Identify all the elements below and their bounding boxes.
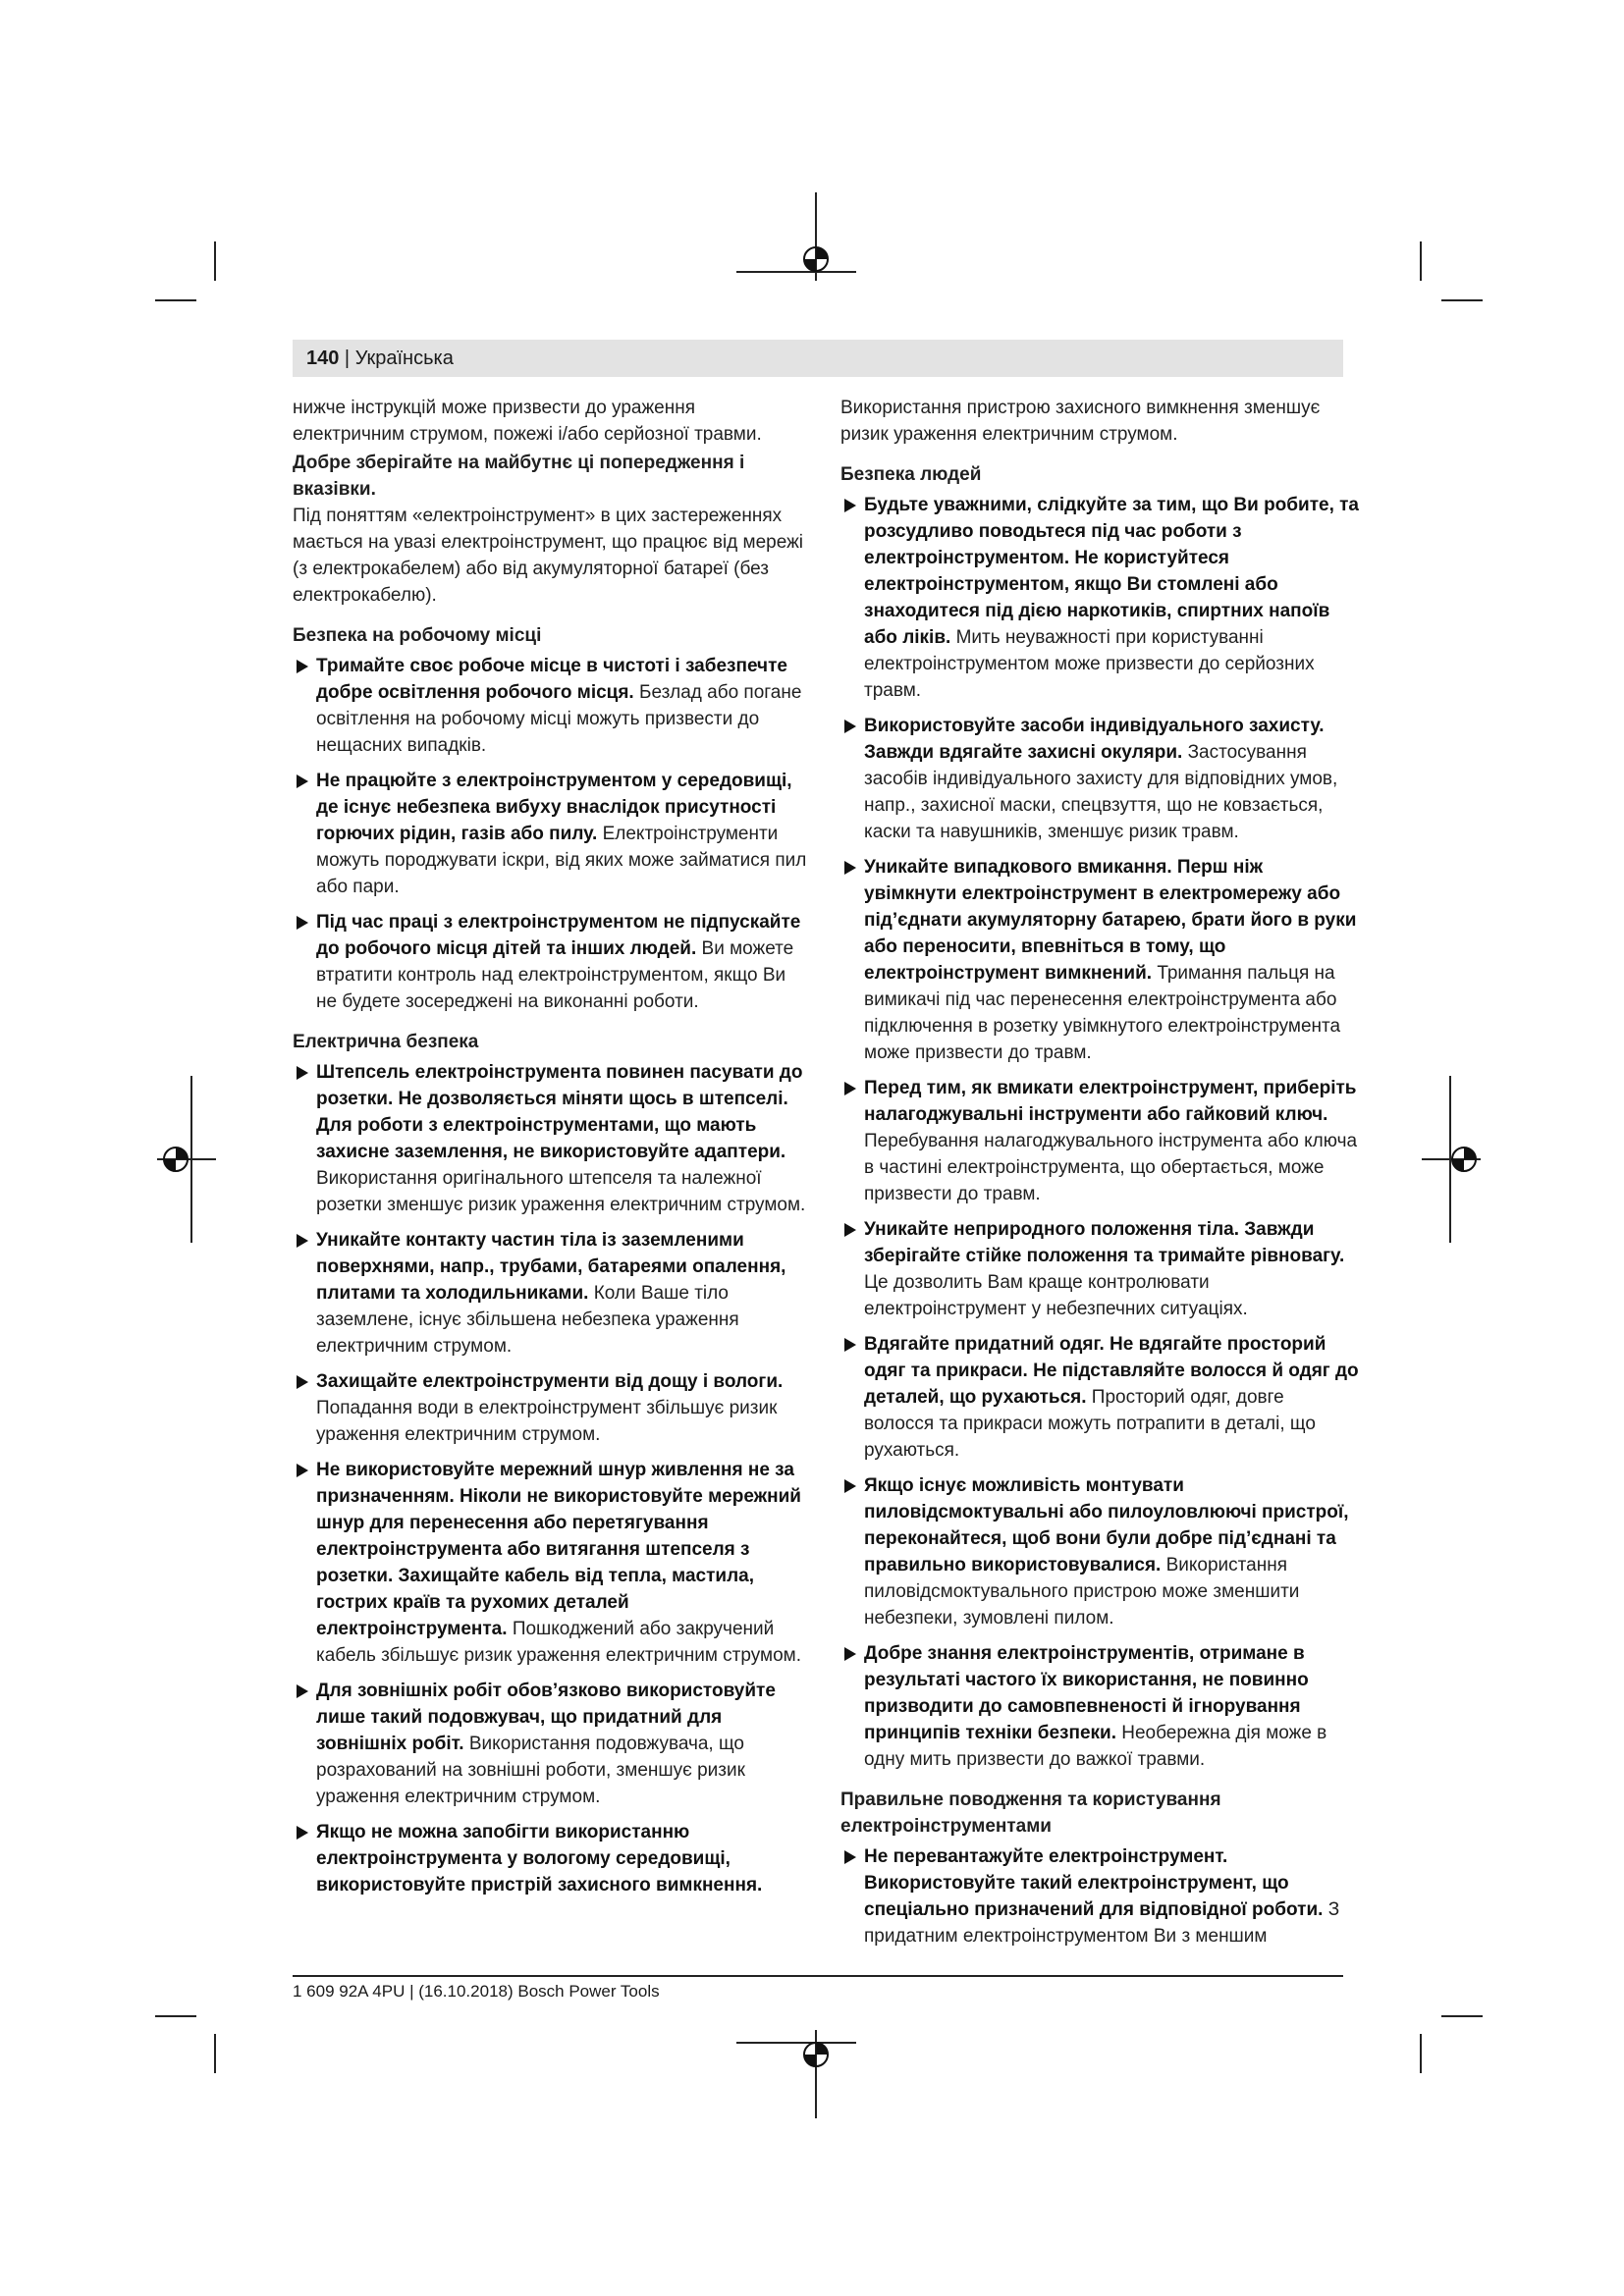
- triangle-bullet-icon: [297, 1234, 308, 1248]
- page-footer: 1 609 92A 4PU | (16.10.2018) Bosch Power Tools: [293, 1982, 660, 2001]
- triangle-bullet-icon: [297, 916, 308, 930]
- list-item: Для зовнішніх робіт обов’язково використовуйте лише такий подовжувач, що придатний для зовнішніх робіт. Використання подовжувача, що розрахований на зовнішні роботи, зменшує ризик ураження електричним струмом.: [293, 1678, 811, 1810]
- list-item: Будьте уважними, слідкуйте за тим, що Ви робите, та розсудливо поводьтеся під час роботи з електроінструментом. Не користуйтеся електроінструментом, якщо Ви стомлені або знаходитеся під дією наркотиків, спиртних напоїв або ліків. Мить неуважності при користуванні електроінструментом може призвести до серйозних травм.: [840, 492, 1359, 704]
- registration-target-icon-left: [161, 1145, 190, 1174]
- registration-target-icon-bottom: [801, 2040, 831, 2069]
- list-item: Штепсель електроінструмента повинен пасувати до розетки. Не дозволяється міняти щось в штепселі. Для роботи з електроінструментами, що мають захисне заземлення, не використовуйте адаптери. Використання оригінального штепселя та належної розетки зменшує ризик ураження електричним струмом.: [293, 1059, 811, 1218]
- registration-line-top-h: [736, 271, 856, 273]
- footer-rule: [293, 1975, 1343, 1977]
- triangle-bullet-icon: [844, 1223, 856, 1237]
- list-item: Використовуйте засоби індивідуального захисту. Завжди вдягайте захисні окуляри. Застосування засобів індивідуального захисту для відповідних умов, напр., захисної маски, спецвзуття, що не ковзається, каски та навушників, зменшує ризик травм.: [840, 713, 1359, 845]
- section-heading-workplace: Безпека на робочому місці: [293, 625, 542, 646]
- triangle-bullet-icon: [297, 1375, 308, 1389]
- list-item: Захищайте електроінструменти від дощу і вологи. Попадання води в електроінструмент збільшує ризик ураження електричним струмом.: [293, 1368, 811, 1448]
- triangle-bullet-icon: [844, 861, 856, 875]
- list-item: Вдягайте придатний одяг. Не вдягайте просторий одяг та прикраси. Не підставляйте волосся й одяг до деталей, що рухаються. Просторий одяг, довге волосся та прикраси можуть потрапити в деталі, що рухаються.: [840, 1331, 1359, 1464]
- crop-mark-br-v: [1420, 2034, 1422, 2073]
- right-column: [840, 395, 1359, 1958]
- triangle-bullet-icon: [297, 1066, 308, 1080]
- crop-mark-bl-v: [214, 2034, 216, 2073]
- triangle-bullet-icon: [844, 1647, 856, 1661]
- section-heading-tool-use: Правильне поводження та користування електроінструментами: [840, 1789, 1221, 1837]
- list-item: Уникайте контакту частин тіла із заземленими поверхнями, напр., трубами, батареями опалення, плитами та холодильниками. Коли Ваше тіло заземлене, існує збільшена небезпека ураження електричним струмом.: [293, 1227, 811, 1360]
- page-header: [306, 346, 454, 371]
- triangle-bullet-icon: [844, 1082, 856, 1095]
- section-heading-personal: Безпека людей: [840, 464, 982, 485]
- list-item: Не перевантажуйте електроінструмент. Використовуйте такий електроінструмент, що спеціально призначений для відповідної роботи. З придатним електроінструментом Ви з меншим: [840, 1843, 1359, 1949]
- list-item: Під час праці з електроінструментом не підпускайте до робочого місця дітей та інших людей. Ви можете втратити контроль над електроінструментом, якщо Ви не будете зосереджені на виконанні роботи.: [293, 909, 811, 1015]
- list-item: Уникайте випадкового вмикання. Перш ніж увімкнути електроінструмент в електромережу або під’єднати акумуляторну батарею, брати його в руки або переносити, впевніться в тому, що електроінструмент вимкнений. Тримання пальця на вимикачі під час перенесення електроінструмента або підключення в розетку увімкнутого електроінструмента може призвести до травм.: [840, 854, 1359, 1066]
- continuation-text: Використання пристрою захисного вимкнення зменшує ризик ураження електричним струмом.: [840, 398, 1321, 445]
- list-item: Якщо існує можливість монтувати пиловідсмоктувальні або пилоуловлюючі пристрої, переконайтеся, щоб вони були добре під’єднані та правильно використовувалися. Використання пиловідсмоктувального пристрою може зменшити небезпеки, зумовлені пилом.: [840, 1472, 1359, 1631]
- registration-line-bottom-h: [736, 2042, 856, 2044]
- triangle-bullet-icon: [297, 1464, 308, 1477]
- triangle-bullet-icon: [297, 774, 308, 788]
- crop-mark-bl-h: [155, 2015, 196, 2017]
- list-item: Не працюйте з електроінструментом у середовищі, де існує небезпека вибуху внаслідок присутності горючих рідин, газів або пилу. Електроінструменти можуть породжувати іскри, від яких може займатися пил або пари.: [293, 768, 811, 900]
- triangle-bullet-icon: [297, 660, 308, 673]
- registration-target-icon-top: [801, 244, 831, 274]
- triangle-bullet-icon: [844, 720, 856, 733]
- page-number: 140: [306, 347, 340, 369]
- intro-text: нижче інструкцій може призвести до ураження електричним струмом, пожежі і/або серйозної травми.: [293, 398, 762, 445]
- crop-mark-tl-v: [214, 241, 216, 281]
- triangle-bullet-icon: [297, 1826, 308, 1840]
- list-item: Тримайте своє робоче місце в чистоті і забезпечте добре освітлення робочого місця. Безлад або погане освітлення на робочому місці можуть призвести до нещасних випадків.: [293, 653, 811, 759]
- list-item: Перед тим, як вмикати електроінструмент, приберіть налагоджувальні інструменти або гайковий ключ. Перебування налагоджувального інструмента або ключа в частині електроінструмента, що обертається, може призвести до травм.: [840, 1075, 1359, 1207]
- triangle-bullet-icon: [844, 1338, 856, 1352]
- crop-mark-tr-v: [1420, 241, 1422, 281]
- crop-mark-tr-h: [1441, 299, 1483, 301]
- triangle-bullet-icon: [297, 1684, 308, 1698]
- header-separator: |: [339, 347, 355, 369]
- registration-target-icon-right: [1449, 1145, 1479, 1174]
- triangle-bullet-icon: [844, 499, 856, 512]
- keep-instructions-text: Добре зберігайте на майбутнє ці попередження і вказівки.: [293, 453, 745, 500]
- list-item: Якщо не можна запобігти використанню електроінструмента у вологому середовищі, використовуйте пристрій захисного вимкнення.: [293, 1819, 811, 1898]
- list-item: Добре знання електроінструментів, отримане в результаті частого їх використання, не повинно призводити до самовпевненості й ігнорування принципів техніки безпеки. Необережна дія може в одну мить призвести до важкої травми.: [840, 1640, 1359, 1773]
- section-heading-electrical: Електрична безпека: [293, 1032, 479, 1052]
- list-item: Не використовуйте мережний шнур живлення не за призначенням. Ніколи не використовуйте мережний шнур для перенесення або перетягування електроінструмента або витягання штепселя з розетки. Захищайте кабель від тепла, мастила, гострих країв та рухомих деталей електроінструмента. Пошкоджений або закручений кабель збільшує ризик ураження електричним струмом.: [293, 1457, 811, 1669]
- header-language: Українська: [354, 347, 454, 369]
- list-item: Уникайте неприродного положення тіла. Завжди зберігайте стійке положення та тримайте рівновагу. Це дозволить Вам краще контролювати електроінструмент у небезпечних ситуаціях.: [840, 1216, 1359, 1322]
- left-column: [293, 395, 811, 1907]
- crop-mark-tl-h: [155, 299, 196, 301]
- triangle-bullet-icon: [844, 1850, 856, 1864]
- definition-text: Під поняттям «електроінструмент» в цих застереженнях мається на увазі електроінструмент, що працює від мережі (з електрокабелем) або від акумуляторної батареї (без електрокабелю).: [293, 506, 804, 606]
- triangle-bullet-icon: [844, 1479, 856, 1493]
- crop-mark-br-h: [1441, 2015, 1483, 2017]
